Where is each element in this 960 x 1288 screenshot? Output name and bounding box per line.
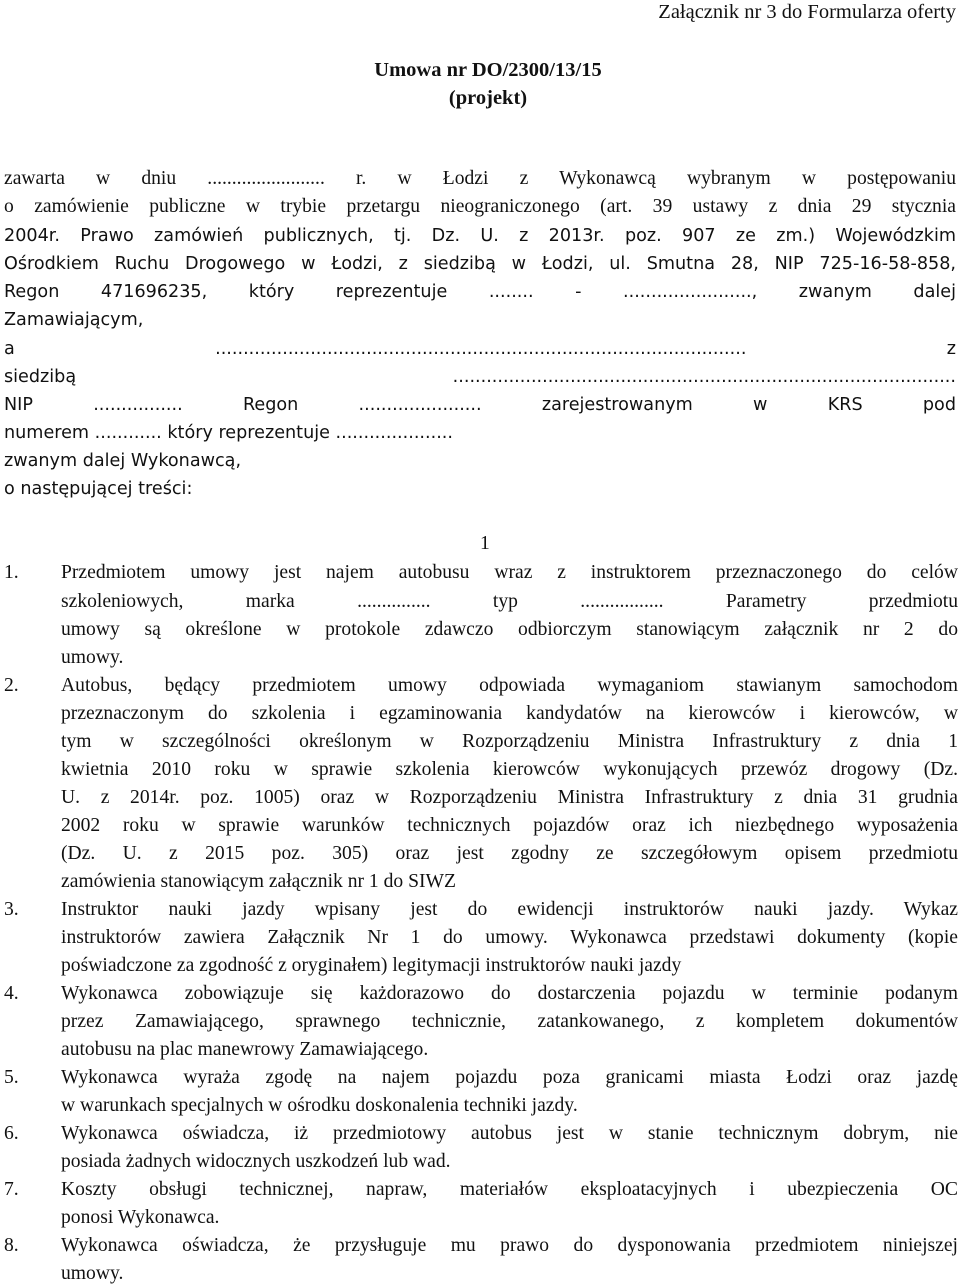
clause-line: instruktorów zawiera Załącznik Nr 1 do umowy. Wykonawca przedstawi dokumenty (kopie <box>61 927 958 948</box>
clause-line: (Dz. U. z 2015 poz. 305) oraz jest zgodny ze szczegółowym opisem przedmiotu <box>61 843 958 864</box>
section-number: 1 <box>480 533 490 554</box>
clause-number: 1. <box>4 562 19 583</box>
clause-line: Instruktor nauki jazdy wpisany jest do ewidencji instruktorów nauki jazdy. Wykaz <box>61 899 958 920</box>
contract-title: Umowa nr DO/2300/13/15 <box>374 59 602 81</box>
clause-line: Autobus, będący przedmiotem umowy odpowiada wymaganiom stawianym samochodom <box>61 675 958 696</box>
clause-line: U. z 2014r. poz. 1005) oraz w Rozporządzeniu Ministra Infrastruktury z dnia 31 grudnia <box>61 787 958 808</box>
clause-line: umowy. <box>61 647 124 668</box>
clause-line: przez Zamawiającego, sprawnego technicznie, zatankowanego, z kompletem dokumentów <box>61 1011 958 1032</box>
clause-line: przeznaczonym do szkolenia i egzaminowania kandydatów na kierowców i kierowców, w <box>61 703 958 724</box>
preamble-line: Ośrodkiem Ruchu Drogowego w Łodzi, z siedzibą w Łodzi, ul. Smutna 28, NIP 725-16-58-858, <box>4 254 956 274</box>
preamble-line: numerem ............ który reprezentuje ..................... <box>4 423 453 443</box>
preamble-line: 2004r. Prawo zamówień publicznych, tj. Dz. U. z 2013r. poz. 907 ze zm.) Wojewódzkim <box>4 226 956 246</box>
clause-line: tym w szczególności określonym w Rozporządzeniu Ministra Infrastruktury z dnia 1 <box>61 731 958 752</box>
preamble-line: Zamawiającym, <box>4 310 144 330</box>
preamble-line: zawarta w dniu ........................ r. w Łodzi z Wykonawcą wybranym w postępowaniu <box>4 168 956 189</box>
clause-line: umowy są określone w protokole zdawczo odbiorczym stanowiącym załącznik nr 2 do <box>61 619 958 640</box>
clause-line: autobusu na plac manewrowy Zamawiającego. <box>61 1039 429 1060</box>
preamble-line: a ............................................................................................... z <box>4 339 956 359</box>
clause-line: Wykonawca zobowiązuje się każdorazowo do dostarczenia pojazdu w terminie podanym <box>61 983 958 1004</box>
contract-subtitle: (projekt) <box>448 87 528 109</box>
clause-line: szkoleniowych, marka ............... typ ................. Parametry przedmiotu <box>61 591 958 612</box>
preamble-line: NIP ................ Regon ...................... zarejestrowanym w KRS pod <box>4 395 956 415</box>
preamble-line: o następującej treści: <box>4 479 193 499</box>
clause-line: umowy. <box>61 1263 124 1284</box>
clause-line: w warunkach specjalnych w ośrodku doskonalenia techniki jazdy. <box>61 1095 578 1116</box>
clause-line: zamówienia stanowiącym załącznik nr 1 do SIWZ <box>61 871 456 892</box>
clause-number: 6. <box>4 1123 19 1144</box>
clause-line: 2002 roku w sprawie warunków technicznych pojazdów oraz ich niezbędnego wyposażenia <box>61 815 958 836</box>
clause-line: ponosi Wykonawca. <box>61 1207 220 1228</box>
clause-number: 5. <box>4 1067 19 1088</box>
preamble-line: zwanym dalej Wykonawcą, <box>4 451 242 471</box>
clause-number: 7. <box>4 1179 19 1200</box>
attachment-header: Załącznik nr 3 do Formularza oferty <box>658 1 956 23</box>
clause-line: Przedmiotem umowy jest najem autobusu wraz z instruktorem przeznaczonego do celów <box>61 562 958 583</box>
clause-number: 8. <box>4 1235 19 1256</box>
clause-line: Koszty obsługi technicznej, napraw, materiałów eksploatacyjnych i ubezpieczenia OC <box>61 1179 958 1200</box>
clause-number: 3. <box>4 899 19 920</box>
clause-number: 4. <box>4 983 19 1004</box>
preamble-line: siedzibą .......................................................................................... <box>4 367 956 387</box>
preamble-line: Regon 471696235, który reprezentuje ........ - ......................., zwanym dalej <box>4 282 956 302</box>
clause-line: kwietnia 2010 roku w sprawie szkolenia kierowców wykonujących przewóz drogowy (Dz. <box>61 759 958 780</box>
clause-line: Wykonawca wyraża zgodę na najem pojazdu poza granicami miasta Łodzi oraz jazdę <box>61 1067 958 1088</box>
preamble-line: o zamówienie publiczne w trybie przetargu nieograniczonego (art. 39 ustawy z dnia 29 stycznia <box>4 196 956 217</box>
clause-number: 2. <box>4 675 19 696</box>
clause-line: Wykonawca oświadcza, że przysługuje mu prawo do dysponowania przedmiotem niniejszej <box>61 1235 958 1256</box>
clause-line: poświadczone za zgodność z oryginałem) legitymacji instruktorów nauki jazdy <box>61 955 682 976</box>
clause-line: Wykonawca oświadcza, iż przedmiotowy autobus jest w stanie technicznym dobrym, nie <box>61 1123 958 1144</box>
clause-line: posiada żadnych widocznych uszkodzeń lub wad. <box>61 1151 451 1172</box>
